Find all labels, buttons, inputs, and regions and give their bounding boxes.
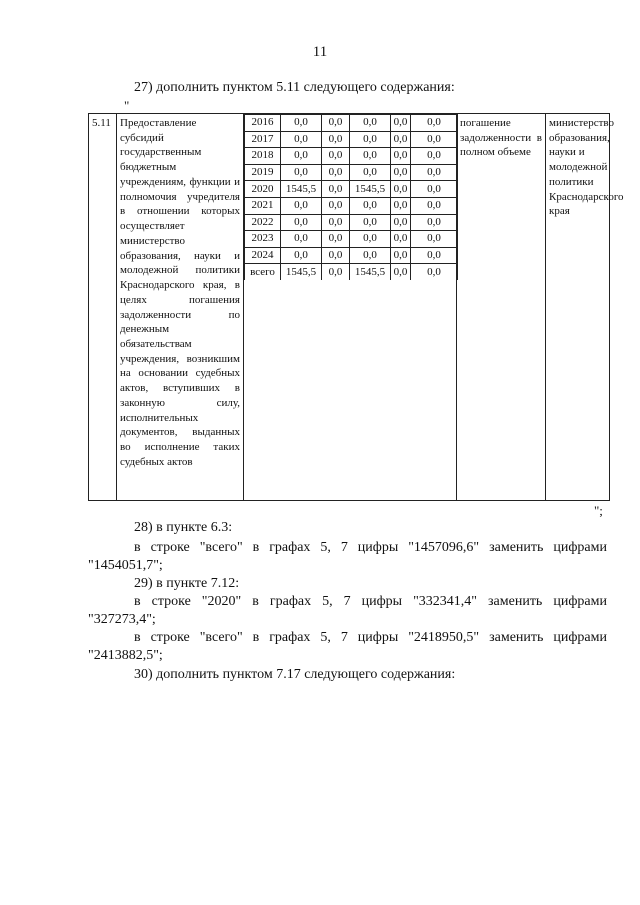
word: 5, bbox=[320, 540, 331, 555]
funding-table bbox=[244, 114, 458, 280]
quote-open: " bbox=[124, 98, 130, 113]
item-29b-tail: "2413882,5"; bbox=[88, 648, 163, 663]
word: в bbox=[252, 630, 260, 645]
funding-value: 0,0 bbox=[281, 214, 322, 231]
item-30: 30) дополнить пунктом 7.17 следующего содержания: bbox=[134, 667, 456, 682]
word: заменить bbox=[489, 630, 544, 645]
funding-value: 0,0 bbox=[281, 148, 322, 165]
funding-value: 0,0 bbox=[350, 247, 391, 264]
funding-value: 0,0 bbox=[411, 214, 458, 231]
funding-cell bbox=[244, 114, 457, 501]
funding-value: 0,0 bbox=[391, 247, 411, 264]
word: графах bbox=[269, 540, 311, 555]
funding-value: 0,0 bbox=[281, 231, 322, 248]
funding-value: 0,0 bbox=[391, 197, 411, 214]
funding-value: 0,0 bbox=[281, 247, 322, 264]
funding-value: 0,0 bbox=[391, 115, 411, 132]
funding-year: всего bbox=[245, 264, 281, 280]
funding-value: 1545,5 bbox=[350, 264, 391, 280]
funding-value: 0,0 bbox=[391, 214, 411, 231]
funding-value: 0,0 bbox=[411, 131, 458, 148]
word: "1457096,6" bbox=[408, 540, 480, 555]
funding-value: 0,0 bbox=[411, 181, 458, 198]
funding-year: 2020 bbox=[245, 181, 281, 198]
word: 7 bbox=[340, 630, 348, 645]
funding-row bbox=[245, 197, 458, 214]
funding-year: 2017 bbox=[245, 131, 281, 148]
funding-value: 0,0 bbox=[391, 148, 411, 165]
funding-value: 0,0 bbox=[411, 231, 458, 248]
item-29a-line bbox=[134, 594, 607, 610]
funding-value: 0,0 bbox=[411, 197, 458, 214]
funding-value: 0,0 bbox=[350, 148, 391, 165]
funding-value: 0,0 bbox=[322, 264, 350, 280]
word: "332341,4" bbox=[413, 594, 478, 609]
funding-value: 0,0 bbox=[350, 197, 391, 214]
word: цифры bbox=[361, 594, 403, 609]
word: графах bbox=[269, 630, 311, 645]
word: 5, bbox=[320, 630, 331, 645]
item-28-tail: "1454051,7"; bbox=[88, 558, 163, 573]
funding-value: 0,0 bbox=[322, 164, 350, 181]
row-result: погашение задолженности в полном объеме bbox=[457, 114, 546, 501]
word: в bbox=[252, 540, 260, 555]
funding-value: 0,0 bbox=[322, 148, 350, 165]
funding-value: 0,0 bbox=[350, 214, 391, 231]
funding-value: 1545,5 bbox=[281, 181, 322, 198]
funding-value: 0,0 bbox=[322, 181, 350, 198]
word: цифры bbox=[357, 630, 399, 645]
funding-value: 0,0 bbox=[322, 231, 350, 248]
word: 5, bbox=[322, 594, 333, 609]
funding-value: 0,0 bbox=[322, 214, 350, 231]
funding-value: 0,0 bbox=[350, 115, 391, 132]
word: в bbox=[252, 594, 259, 609]
program-table bbox=[88, 113, 624, 501]
funding-year: 2018 bbox=[245, 148, 281, 165]
funding-value: 0,0 bbox=[411, 247, 458, 264]
word: графах bbox=[269, 594, 312, 609]
funding-value: 0,0 bbox=[411, 264, 458, 280]
word: цифры bbox=[357, 540, 399, 555]
funding-value: 0,0 bbox=[411, 148, 458, 165]
funding-value: 0,0 bbox=[391, 181, 411, 198]
funding-value: 0,0 bbox=[391, 131, 411, 148]
funding-year: 2023 bbox=[245, 231, 281, 248]
funding-value: 0,0 bbox=[281, 131, 322, 148]
word: заменить bbox=[488, 594, 543, 609]
word: "2418950,5" bbox=[408, 630, 480, 645]
funding-value: 0,0 bbox=[411, 164, 458, 181]
word: "всего" bbox=[199, 540, 243, 555]
funding-row bbox=[245, 247, 458, 264]
funding-value: 0,0 bbox=[322, 247, 350, 264]
funding-value: 0,0 bbox=[322, 197, 350, 214]
word: в bbox=[134, 540, 141, 555]
funding-value: 0,0 bbox=[281, 164, 322, 181]
row-description: Предоставление субсидий государственным бюджетным учреждениям, функции и полномочия учредителя в отношении которых осуществляет министерство образования, науки и молодежной политики Краснодарского края, в целях погашения задолженности по денежным обязательствам учреждения, возникшим на основании судебных актов, вступивших в законную силу, исполнительных документов, выданных во исполнение таких судебных актов bbox=[117, 114, 244, 501]
word: цифрами bbox=[553, 540, 607, 555]
quote-close: "; bbox=[594, 503, 603, 518]
funding-value: 0,0 bbox=[411, 115, 458, 132]
funding-year: 2019 bbox=[245, 164, 281, 181]
row-number: 5.11 bbox=[89, 114, 117, 501]
word: "2020" bbox=[201, 594, 242, 609]
item-28-line bbox=[134, 540, 607, 556]
word: строке bbox=[151, 594, 191, 609]
funding-value: 0,0 bbox=[391, 264, 411, 280]
word: в bbox=[134, 630, 141, 645]
intro-line: 27) дополнить пунктом 5.11 следующего содержания: bbox=[134, 80, 455, 95]
word: 7 bbox=[340, 540, 348, 555]
funding-row bbox=[245, 115, 458, 132]
item-29-head: 29) в пункте 7.12: bbox=[134, 576, 240, 591]
word: цифрами bbox=[553, 630, 607, 645]
page-number: 11 bbox=[312, 44, 328, 60]
funding-year: 2024 bbox=[245, 247, 281, 264]
funding-year: 2016 bbox=[245, 115, 281, 132]
word: заменить bbox=[489, 540, 544, 555]
funding-value: 0,0 bbox=[281, 197, 322, 214]
funding-year: 2022 bbox=[245, 214, 281, 231]
funding-year: 2021 bbox=[245, 197, 281, 214]
word: строке bbox=[150, 630, 190, 645]
funding-value: 0,0 bbox=[350, 131, 391, 148]
funding-row bbox=[245, 264, 458, 280]
funding-value: 0,0 bbox=[322, 131, 350, 148]
word: цифрами bbox=[553, 594, 607, 609]
funding-value: 1545,5 bbox=[350, 181, 391, 198]
funding-value: 0,0 bbox=[350, 164, 391, 181]
word: строке bbox=[150, 540, 190, 555]
funding-value: 1545,5 bbox=[281, 264, 322, 280]
funding-row bbox=[245, 148, 458, 165]
word: 7 bbox=[343, 594, 351, 609]
funding-row bbox=[245, 181, 458, 198]
funding-value: 0,0 bbox=[350, 231, 391, 248]
word: "всего" bbox=[199, 630, 243, 645]
row-executor: министерство образования, науки и молодежной политики Краснодарского края bbox=[546, 114, 610, 501]
funding-value: 0,0 bbox=[322, 115, 350, 132]
funding-row bbox=[245, 164, 458, 181]
funding-value: 0,0 bbox=[281, 115, 322, 132]
item-29b-line bbox=[134, 630, 607, 646]
funding-value: 0,0 bbox=[391, 164, 411, 181]
funding-value: 0,0 bbox=[391, 231, 411, 248]
funding-row bbox=[245, 214, 458, 231]
funding-row bbox=[245, 231, 458, 248]
item-28-head: 28) в пункте 6.3: bbox=[134, 520, 233, 535]
item-29a-tail: "327273,4"; bbox=[88, 612, 156, 627]
funding-row bbox=[245, 131, 458, 148]
word: в bbox=[134, 594, 141, 609]
